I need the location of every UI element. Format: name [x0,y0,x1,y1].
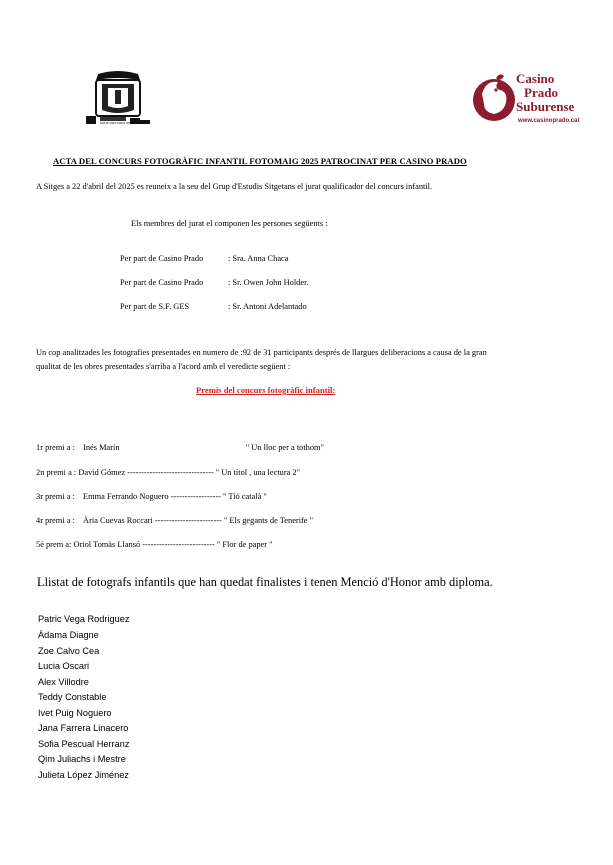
finalist-item: Patric Vega Rodriguez [38,614,130,624]
prize-winner: Ària Cuevas Roccari [83,516,153,525]
finalists-heading: Llistat de fotografs infantils que han quedat finalistes i tenen Menció d'Honor amb diploma. [37,575,493,589]
prize-row [36,516,313,525]
analysis-paragraph-line-1: Un cop analitzades les fotografies presentades en numero de :92 de 31 participants després de llargues deliberacions a causa de la gran [36,348,487,357]
jury-member-row [120,254,288,263]
brand-line-1: Casino [516,71,555,86]
casino-prado-logo [472,68,580,132]
jury-member-label: Per part de S.F. GES [120,302,190,311]
prize-row [36,468,300,477]
jury-member-name: : Sr. Owen John Holder. [228,278,309,287]
finalist-item: Lucia Oscari [38,661,90,671]
finalist-item: Jana Farrera Linacero [38,723,129,733]
jury-member-name: : Sr. Antoni Adelantado [228,302,307,311]
prizes-heading: Premis del concurs fotogràfic infantil: [196,385,336,395]
brand-url: www.casinoprado.cat [518,118,580,124]
brand-line-2: Prado [524,85,558,100]
jury-member-label: Per part de Casino Prado [120,278,204,287]
jury-member-label: Per part de Casino Prado [120,254,204,263]
prize-place: 3r premi a : [36,492,75,501]
prize-row [36,540,273,549]
prize-dashes: ------------------------ [154,516,222,525]
finalist-item: Sofia Pescual Herranz [38,739,130,749]
finalist-item: Ivet Puig Noguero [38,708,112,718]
jury-member-row [120,278,309,287]
prize-photo-title: " Flor de paper " [216,540,273,549]
prize-dashes: ------------------ [170,492,221,501]
finalist-item: Julieta López Jiménez [38,770,129,780]
rooster-icon [472,68,522,132]
prize-winner: Inés Marín [83,443,120,452]
prize-photo-title: " Tió català " [223,492,267,501]
prize-dashes: ------------------------------- [127,468,214,477]
jury-member-name: : Sra. Anna Chaca [228,254,289,263]
left-logo-caption: GRUP D'ESTUDIS SITGETANS [100,121,143,125]
prize-place: 1r premi a : [36,443,75,452]
prize-place: 5è prem a: [36,540,72,549]
intro-paragraph: A Sitges a 22 d'abril del 2025 es reuneix a la seu del Grup d'Estudis Sitgetans el jurat qualificador del concurs infantil. [36,182,433,191]
finalist-item: Qim Juliachs i Mestre [38,754,126,764]
prize-photo-title: " Un títol , una lectura 2" [215,468,301,477]
grup-estudis-sitgetans-logo [82,70,154,130]
finalist-item: Alex Villodre [38,677,89,687]
jury-member-row [120,302,307,311]
analysis-paragraph-line-2: qualitat de les obres presentades s'arriba a l'acord amb el veredicte següent : [36,362,291,371]
prize-photo-title: " Els gegants de Tenerife " [223,516,314,525]
prize-winner: Oriol Tomàs Llansó [73,540,141,549]
prize-row [36,443,324,452]
brand-line-3: Suburense [516,99,575,114]
document-title: ACTA DEL CONCURS FOTOGRÀFIC INFANTIL FOTOMAIG 2025 PATROCINAT PER CASINO PRADO [53,156,467,166]
finalist-item: Zoe Calvo Cea [38,646,100,656]
prize-winner: David Gómez [78,468,126,477]
jury-intro: Els membres del jurat el componen les persones següents : [131,219,328,228]
prize-row [36,492,267,501]
prize-place: 2n premi a : [36,468,77,477]
finalist-item: Àdama Diagne [38,630,99,640]
prize-photo-title: " Un lloc per a tothom" [245,443,324,452]
prize-place: 4r premi a : [36,516,75,525]
prize-dashes: -------------------------- [142,540,215,549]
finalist-item: Teddy Constable [38,692,107,702]
prize-winner: Emma Ferrando Noguero [83,492,169,501]
